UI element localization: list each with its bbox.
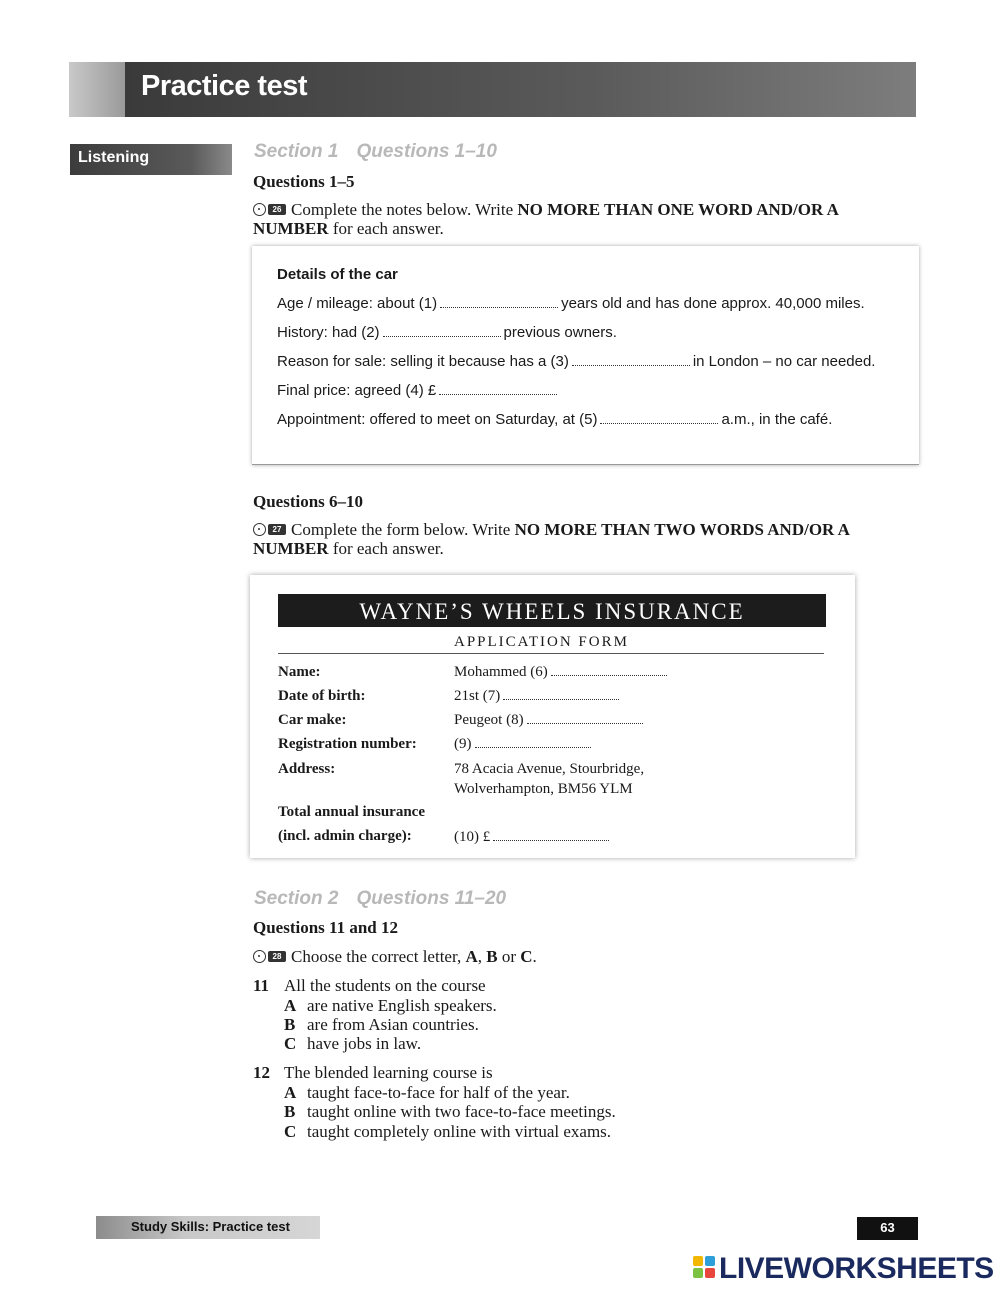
form-banner: WAYNE’S WHEELS INSURANCE <box>278 594 826 627</box>
q12-option-a[interactable] <box>284 1083 570 1103</box>
cd-icon <box>253 950 287 964</box>
letter-b: B <box>486 947 498 966</box>
answer-blank-8[interactable] <box>527 711 643 724</box>
instr-sep: or <box>497 947 521 966</box>
liveworksheets-logo-icon <box>693 1256 717 1280</box>
name-value <box>454 662 670 682</box>
q12-option-b[interactable] <box>284 1102 616 1122</box>
q11-option-b[interactable] <box>284 1015 479 1035</box>
total-insurance-label: Total annual insurance <box>278 804 425 820</box>
address-label: Address: <box>278 761 336 777</box>
letter-c: C <box>520 947 533 966</box>
registration-value <box>454 734 594 754</box>
notes-line-4 <box>277 382 560 399</box>
section2-questions: Questions 11–20 <box>356 888 507 909</box>
section1-label: Section 1 <box>254 141 339 162</box>
registration-label: Registration number: <box>278 736 417 752</box>
insurance-application-form <box>250 575 855 858</box>
section2-heading <box>254 888 506 910</box>
question-11-number: 11 <box>253 976 270 995</box>
option-text: have jobs in law. <box>307 1034 422 1053</box>
registration-value-text: (9) <box>454 736 472 752</box>
question-12-stem: The blended learning course is <box>284 1063 493 1082</box>
option-text: taught completely online with virtual exams. <box>307 1122 612 1141</box>
name-value-text: Mohammed (6) <box>454 664 548 680</box>
header-left-block <box>69 62 125 117</box>
instr-text-end: for each answer. <box>328 539 444 558</box>
q11-option-c[interactable] <box>284 1034 421 1054</box>
answer-blank-5[interactable] <box>600 411 718 424</box>
dob-value-text: 21st (7) <box>454 688 501 704</box>
option-text: taught online with two face-to-face meetings. <box>307 1102 616 1121</box>
notes-text: Final price: agreed (4) £ <box>277 382 437 399</box>
car-make-label: Car make: <box>278 712 347 728</box>
answer-blank-2[interactable] <box>383 324 501 337</box>
answer-blank-4[interactable] <box>439 382 557 395</box>
notes-line-2 <box>277 324 617 341</box>
questions-1-5-instructions <box>253 200 893 238</box>
liveworksheets-brand[interactable] <box>693 1252 994 1286</box>
notes-line-1 <box>277 295 865 312</box>
answer-blank-3[interactable] <box>572 353 690 366</box>
questions-6-10-heading: Questions 6–10 <box>253 492 364 511</box>
answer-blank-9[interactable] <box>475 735 591 748</box>
page-number <box>857 1217 918 1240</box>
notes-text: Reason for sale: selling it because has a (3) <box>277 353 569 370</box>
instr-text-end: . <box>532 947 537 966</box>
option-letter: B <box>284 1015 296 1034</box>
notes-text: a.m., in the café. <box>721 411 833 428</box>
question-12 <box>253 1063 493 1083</box>
name-label: Name: <box>278 664 321 680</box>
answer-blank-6[interactable] <box>551 663 667 676</box>
footer-title-text: Study Skills: Practice test <box>131 1219 290 1234</box>
question-12-number: 12 <box>253 1063 270 1082</box>
dob-value <box>454 686 622 706</box>
option-letter: A <box>284 996 297 1015</box>
instr-bold: NO MORE THAN TWO WORDS AND/OR A NUMBER <box>253 520 849 558</box>
notes-text: Age / mileage: about (1) <box>277 295 438 312</box>
notes-title: Details of the car <box>277 266 398 283</box>
address-line-2: Wolverhampton, BM56 YLM <box>454 781 633 797</box>
total-insurance-value-text: (10) £ <box>454 829 491 845</box>
questions-6-10-instructions <box>253 520 893 558</box>
page-title: Practice test <box>141 70 307 102</box>
question-11 <box>253 976 486 996</box>
questions-11-12-heading: Questions 11 and 12 <box>253 918 399 937</box>
option-text: are native English speakers. <box>307 996 497 1015</box>
notes-text: Appointment: offered to meet on Saturday, at (5) <box>277 411 598 428</box>
instr-sep: , <box>477 947 487 966</box>
car-make-value-text: Peugeot (8) <box>454 712 524 728</box>
dob-label: Date of birth: <box>278 688 366 704</box>
notes-line-3 <box>277 353 875 370</box>
listening-tab-label: Listening <box>78 149 150 166</box>
notes-line-5 <box>277 411 832 428</box>
option-text: are from Asian countries. <box>307 1015 479 1034</box>
page-number-text: 63 <box>880 1220 895 1235</box>
cd-track-26: 26 <box>268 204 286 215</box>
option-text: taught face-to-face for half of the year. <box>307 1083 570 1102</box>
answer-blank-7[interactable] <box>503 687 619 700</box>
option-letter: B <box>284 1102 296 1121</box>
listening-tab <box>70 144 232 175</box>
letter-a: A <box>465 947 478 966</box>
address-value <box>454 759 644 799</box>
footer-title <box>96 1216 320 1239</box>
option-letter: C <box>284 1034 297 1053</box>
car-make-value <box>454 710 646 730</box>
instr-text: Complete the notes below. Write <box>291 200 518 219</box>
notes-text: years old and has done approx. 40,000 miles. <box>561 295 865 312</box>
section2-label: Section 2 <box>254 888 339 909</box>
instr-text: Complete the form below. Write <box>291 520 515 539</box>
option-letter: C <box>284 1122 297 1141</box>
section1-questions: Questions 1–10 <box>356 141 497 162</box>
admin-charge-label: (incl. admin charge): <box>278 828 412 844</box>
instr-bold: NO MORE THAN ONE WORD AND/OR A NUMBER <box>253 200 838 238</box>
liveworksheets-wordmark: LIVEWORKSHEETS <box>719 1252 994 1285</box>
form-subtitle: APPLICATION FORM <box>454 634 629 650</box>
section1-heading <box>254 141 497 163</box>
cd-icon <box>253 523 287 537</box>
address-line-1: 78 Acacia Avenue, Stourbridge, <box>454 761 645 777</box>
total-insurance-value <box>454 827 612 847</box>
notes-text: History: had (2) <box>277 324 380 341</box>
cd-icon <box>253 203 287 217</box>
option-letter: A <box>284 1083 297 1102</box>
questions-1-5-heading: Questions 1–5 <box>253 172 355 191</box>
car-details-notes <box>252 246 919 465</box>
form-divider <box>278 653 824 654</box>
cd-track-27: 27 <box>268 524 286 535</box>
instr-text: Choose the correct letter, <box>291 947 466 966</box>
q12-option-c[interactable] <box>284 1122 611 1142</box>
answer-blank-1[interactable] <box>440 295 558 308</box>
notes-text: previous owners. <box>503 324 617 341</box>
answer-blank-10[interactable] <box>493 828 609 841</box>
question-11-stem: All the students on the course <box>284 976 486 995</box>
questions-11-12-instructions <box>253 947 893 966</box>
instr-text-end: for each answer. <box>328 219 444 238</box>
q11-option-a[interactable] <box>284 996 497 1016</box>
notes-text: in London – no car needed. <box>692 353 876 370</box>
cd-track-28: 28 <box>268 951 286 962</box>
